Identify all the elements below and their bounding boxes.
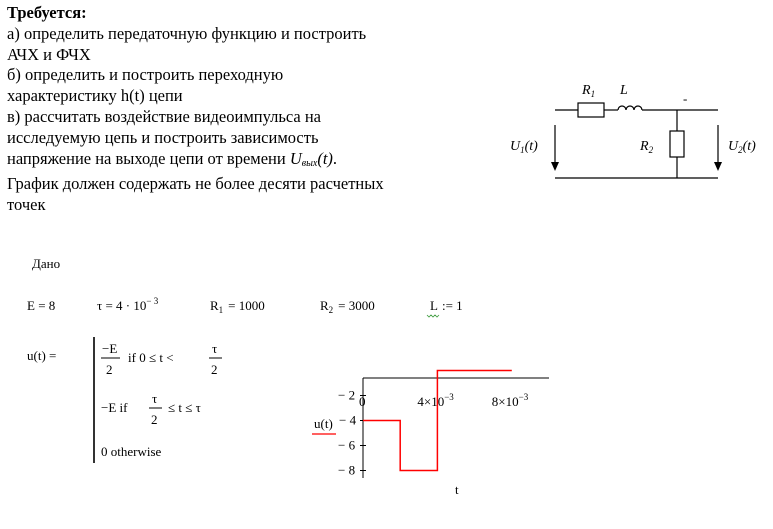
given-r1: $R_1 = 1000$ — [210, 298, 265, 315]
u1-arrowhead — [551, 162, 559, 171]
y-tick-label: − 6 — [338, 437, 356, 453]
voltage-plot — [312, 371, 549, 498]
piecewise-lhs: u(t) = — [27, 348, 57, 363]
case2-tau: τ — [152, 391, 158, 406]
task-line: характеристику h(t) цепи — [7, 86, 183, 106]
given-title: Дано — [32, 256, 61, 271]
x-tick-label: 0 — [359, 394, 366, 409]
given-l: L := 1 — [430, 298, 463, 313]
case1-tau: τ — [212, 341, 218, 356]
u2-arrowhead — [714, 162, 722, 171]
case2-text: −E if — [101, 400, 128, 415]
case1-num: −E — [102, 341, 118, 356]
case1-tau-den: 2 — [211, 362, 218, 377]
case1-den: 2 — [106, 362, 113, 377]
task-line: б) определить и построить переходную — [7, 65, 284, 85]
task-line: в) рассчитать воздействие видеоимпульса на — [7, 106, 321, 126]
l-label: L — [620, 83, 628, 98]
case3-text: 0 otherwise — [101, 444, 162, 459]
case1-cond: if 0 ≤ t < — [128, 350, 174, 365]
task-line: а) определить передаточную функцию и построить — [7, 23, 367, 43]
y-tick-label: − 2 — [338, 387, 356, 403]
inductor-l — [618, 106, 642, 110]
r1-label: $R_1$ — [582, 83, 596, 99]
task-line: График должен содержать не более десяти расчетных — [7, 174, 384, 194]
x-ticks — [359, 392, 529, 409]
y-tick-label: − 8 — [338, 462, 356, 478]
task-heading: Требуется: — [7, 3, 87, 22]
period: . — [332, 148, 338, 168]
task-line-text: напряжение на выходе цепи от времени — [7, 148, 290, 168]
y-tick-label: − 4 — [339, 412, 357, 428]
resistor-r2 — [670, 131, 684, 157]
given-r2: $R_2 = 3000$ — [320, 298, 375, 315]
series-line — [363, 371, 512, 471]
given-tau: $\tau = 4 \cdot 10^{- 3}$ — [97, 296, 159, 313]
x-tick-label: $4\times 10^{-3}$ — [417, 392, 454, 409]
x-tick-label: $8\times 10^{-3}$ — [491, 392, 529, 409]
task-line: АЧХ и ФЧХ — [7, 44, 91, 64]
task-line: исследуемую цепь и построить зависимость — [7, 127, 319, 147]
u-out-subscript: вых — [301, 157, 318, 169]
case2-cond: ≤ t ≤ τ — [168, 400, 201, 415]
u-out-symbol: U — [289, 148, 302, 168]
u1-label: $U_1(t)$ — [510, 139, 538, 155]
y-axis-label: u(t) — [314, 416, 333, 431]
case2-den: 2 — [151, 412, 158, 427]
node-mark: - — [683, 91, 688, 106]
task-line: точек — [7, 195, 46, 215]
warning-underline — [427, 315, 439, 317]
u2-label: $U_2(t)$ — [728, 139, 756, 155]
circuit-diagram — [555, 103, 718, 178]
resistor-r1 — [578, 103, 604, 117]
u-out-arg: (t) — [317, 148, 333, 168]
given-e: E = 8 — [27, 298, 56, 313]
r2-label: $R_2$ — [640, 139, 654, 155]
x-axis-label: t — [455, 482, 459, 497]
